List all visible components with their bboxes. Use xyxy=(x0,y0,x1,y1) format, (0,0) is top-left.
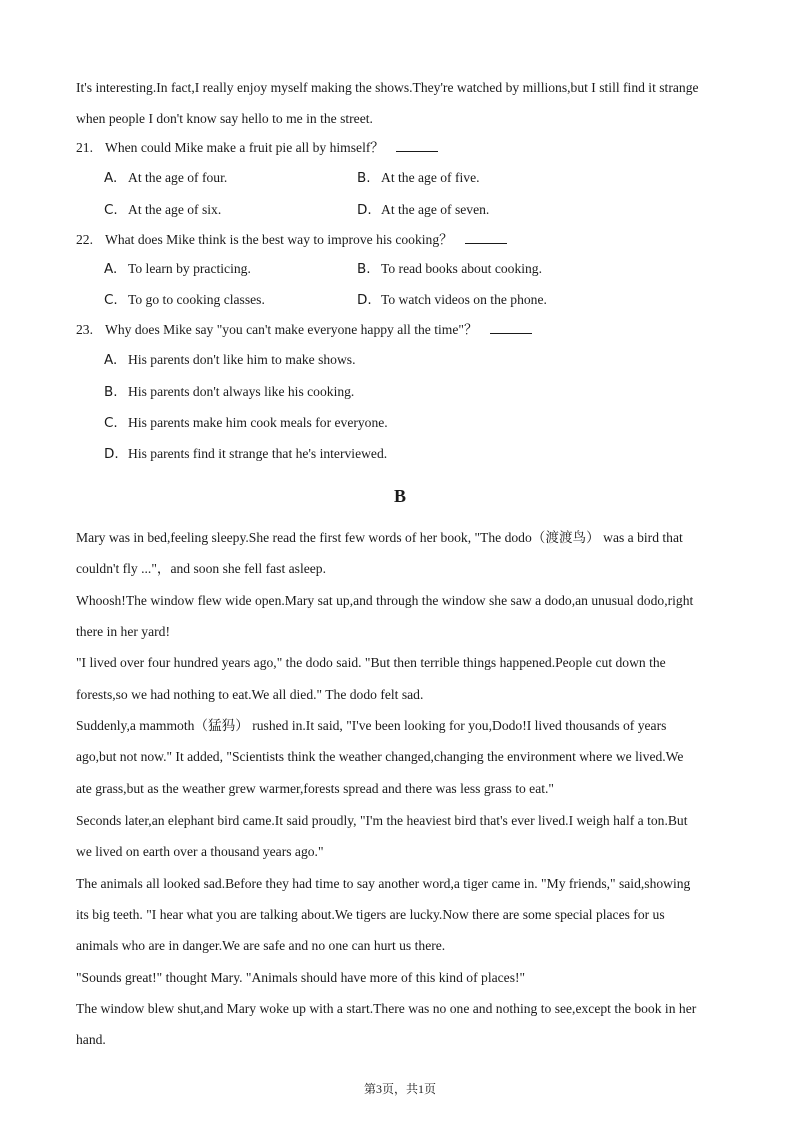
option-letter: C. xyxy=(104,202,118,218)
option-23-b[interactable] xyxy=(104,383,354,401)
passage-line: It's interesting.In fact,I really enjoy myself making the shows.They're watched by millions,but I still find it strange xyxy=(76,80,699,95)
option-21-a[interactable] xyxy=(104,169,227,187)
option-text: At the age of six. xyxy=(128,202,222,217)
option-text: His parents find it strange that he's interviewed. xyxy=(128,446,388,461)
passage-line: "Sounds great!" thought Mary. "Animals should have more of this kind of places!" xyxy=(76,970,526,985)
passage-line: ago,but not now." It added, "Scientists think the weather changed,changing the environment where we lived.We xyxy=(76,749,684,764)
question-number: 21. xyxy=(76,140,93,155)
question-23 xyxy=(76,321,532,339)
option-letter: D. xyxy=(104,446,119,462)
passage-line: Seconds later,an elephant bird came.It said proudly, "I'm the heaviest bird that's ever lived.I weigh half a ton.But xyxy=(76,813,688,828)
option-letter: D. xyxy=(357,292,372,308)
option-21-b[interactable] xyxy=(357,169,480,187)
passage-line: we lived on earth over a thousand years ago." xyxy=(76,844,324,859)
question-21 xyxy=(76,139,438,157)
option-22-b[interactable] xyxy=(357,260,542,278)
option-23-a[interactable] xyxy=(104,351,355,369)
passage-line: "I lived over four hundred years ago," the dodo said. "But then terrible things happened.People cut down the xyxy=(76,655,666,670)
option-22-c[interactable] xyxy=(104,291,265,309)
passage-line: its big teeth. "I hear what you are talking about.We tigers are lucky.Now there are some special places for us xyxy=(76,907,665,922)
question-text: When could Mike make a fruit pie all by himself？ xyxy=(105,140,384,155)
option-text: At the age of seven. xyxy=(381,202,490,217)
passage-line: couldn't fly ..."，and soon she fell fast asleep. xyxy=(76,561,326,576)
option-text: To learn by practicing. xyxy=(128,261,251,276)
passage-line: when people I don't know say hello to me in the street. xyxy=(76,111,373,126)
passage-line: The animals all looked sad.Before they had time to say another word,a tiger came in. "My friends," said,showing xyxy=(76,876,691,891)
option-text: His parents don't always like his cooking. xyxy=(128,384,355,399)
answer-blank[interactable] xyxy=(490,321,532,334)
passage-line: Mary was in bed,feeling sleepy.She read the first few words of her book, "The dodo（渡渡鸟） was a bird that xyxy=(76,530,683,545)
passage-line: there in her yard! xyxy=(76,624,170,639)
option-letter: D. xyxy=(357,202,372,218)
option-letter: C. xyxy=(104,292,118,308)
option-22-d[interactable] xyxy=(357,291,547,309)
passage-line: animals who are in danger.We are safe and no one can hurt us there. xyxy=(76,938,446,953)
option-text: At the age of four. xyxy=(128,170,228,185)
passage-line: Suddenly,a mammoth（猛犸） rushed in.It said, "I've been looking for you,Dodo!I lived thousands of years xyxy=(76,718,667,733)
page-footer: 第3页，共1页 xyxy=(363,1082,436,1096)
passage-line: ate grass,but as the weather grew warmer,forests spread and there was less grass to eat." xyxy=(76,781,554,796)
question-22 xyxy=(76,231,507,249)
option-22-a[interactable] xyxy=(104,260,251,278)
option-text: His parents make him cook meals for everyone. xyxy=(128,415,388,430)
answer-blank[interactable] xyxy=(465,231,507,244)
option-letter: B. xyxy=(357,261,371,277)
passage-line: forests,so we had nothing to eat.We all died." The dodo felt sad. xyxy=(76,687,424,702)
option-letter: A. xyxy=(104,170,118,186)
question-number: 23. xyxy=(76,322,93,337)
passage-line: The window blew shut,and Mary woke up with a start.There was no one and nothing to see,except the book in her xyxy=(76,1001,697,1016)
option-letter: B. xyxy=(104,384,118,400)
option-letter: B. xyxy=(357,170,371,186)
option-text: To watch videos on the phone. xyxy=(381,292,547,307)
question-text: Why does Mike say "you can't make everyone happy all the time"？ xyxy=(105,322,478,337)
question-number: 22. xyxy=(76,232,93,247)
section-b-title: B xyxy=(393,486,406,506)
option-text: To go to cooking classes. xyxy=(128,292,265,307)
option-letter: A. xyxy=(104,352,118,368)
option-21-c[interactable] xyxy=(104,201,221,219)
option-text: His parents don't like him to make shows. xyxy=(128,352,356,367)
passage-line: Whoosh!The window flew wide open.Mary sat up,and through the window she saw a dodo,an unusual dodo,right xyxy=(76,593,694,608)
option-text: To read books about cooking. xyxy=(381,261,543,276)
answer-blank[interactable] xyxy=(396,139,438,152)
option-21-d[interactable] xyxy=(357,201,489,219)
option-23-c[interactable] xyxy=(104,414,388,432)
option-letter: C. xyxy=(104,415,118,431)
option-text: At the age of five. xyxy=(381,170,480,185)
passage-line: hand. xyxy=(76,1032,106,1047)
option-23-d[interactable] xyxy=(104,445,387,463)
option-letter: A. xyxy=(104,261,118,277)
question-text: What does Mike think is the best way to improve his cooking？ xyxy=(105,232,453,247)
